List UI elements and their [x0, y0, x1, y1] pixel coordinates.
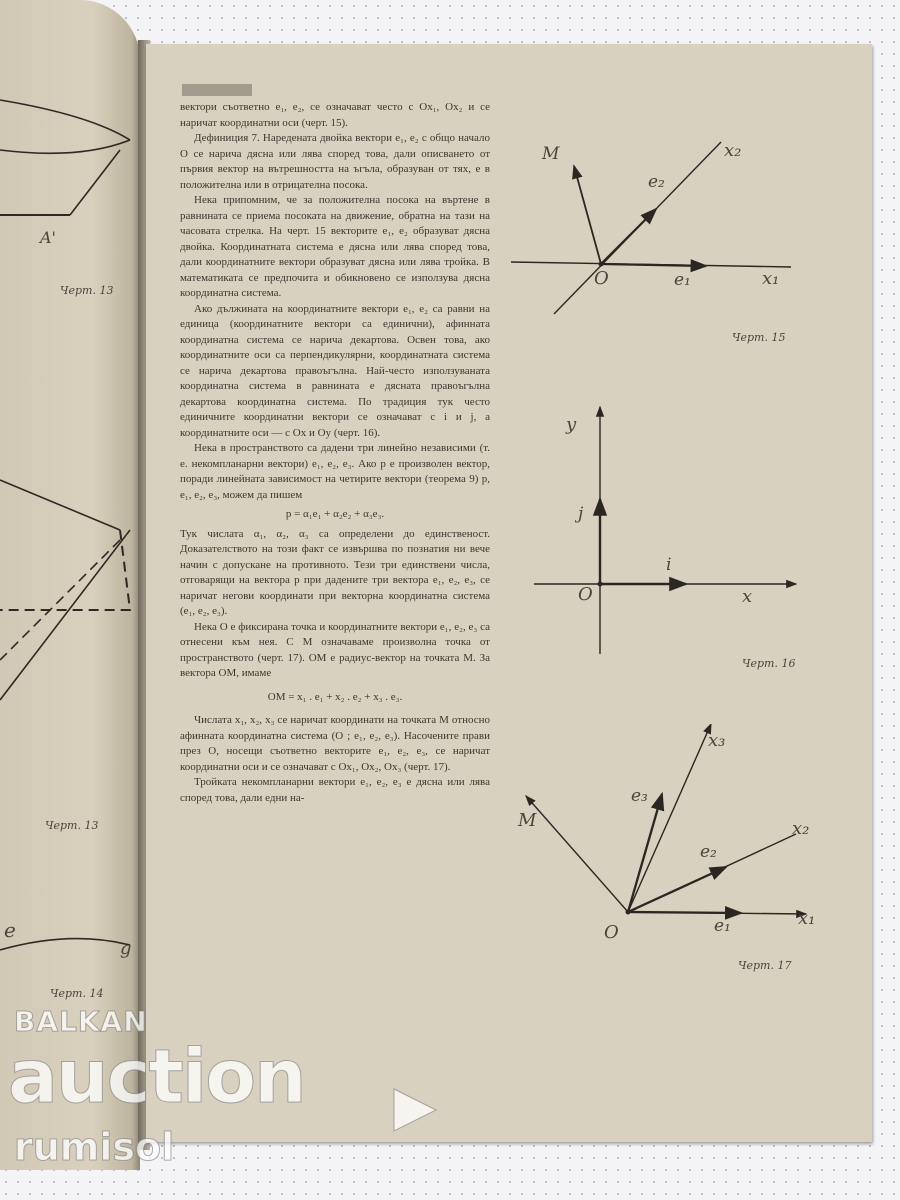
formula-p: p = α₁e₁ + α₂e₂ + α₃e₃.: [285, 508, 385, 520]
watermark-play-icon: [390, 1085, 440, 1135]
figure-17-diagram: [516, 724, 816, 924]
left-caption-3: Черт. 14: [50, 987, 104, 1000]
left-caption-2: Черт. 13: [45, 819, 99, 832]
fig17-label-x2: x₂: [792, 818, 810, 839]
fig15-caption: Черт. 15: [732, 331, 786, 344]
formula-om: OM = x₁ . e₁ + x₂ . e₂ + x₃ . e₃.: [267, 690, 403, 703]
fig17-label-e3: e₃: [631, 786, 648, 806]
fig17-label-m: M: [518, 810, 537, 831]
label-a-prime: A': [40, 228, 56, 247]
fig16-label-j: j: [578, 504, 584, 524]
fig15-label-m: M: [542, 144, 560, 164]
paragraph: Тройката некомпланарни вектори e₁, e₂, e₃ е дясна или лява според това, дали едни на-: [180, 776, 490, 804]
fig16-label-i: i: [666, 555, 672, 575]
fig17-label-o: O: [604, 922, 619, 943]
paragraph: Ако дължината на координатните вектори e₁, e₂ са равни на единица (координатните вектори са единични), афинната координатна система се нарича декартова. Освен това, ако координатните оси са перпендикулярни, координатната система се нарича декартова правоъгълна. Най-често използуваната координатна система в равнината е дясната правоъгълна декартова координатна система. По традиция тук често единичните координатни вектори се означават с i и j, а координатните оси — с Ox и Oy (черт. 16).: [180, 302, 490, 439]
fig17-label-x3: x₃: [708, 730, 726, 751]
watermark-auction: auction: [8, 1034, 305, 1120]
fig16-label-x: x: [742, 586, 753, 607]
figure-16-diagram: [526, 399, 806, 659]
left-caption-1: Черт. 13: [60, 284, 114, 297]
left-page: [0, 0, 140, 1170]
watermark-balkan: BALKAN: [14, 1005, 148, 1038]
paragraph: вектори съответно e₁, e₂, се означават често с Ox₁, Ox₂ и се наричат координатни оси (черт. 15).: [180, 101, 490, 129]
header-ornament: [182, 84, 252, 96]
paragraph: Нека в пространството са дадени три линейно независими (т. е. некомпланарни вектори) e₁, e₂, e₃. Ако p е произволен вектор, поради линейната зависимост на четирите вектори (теорема 9) p, e₁, e₂, e₃, можем да пишем: [180, 442, 490, 501]
label-e: e: [4, 918, 16, 942]
label-g: g: [120, 938, 132, 959]
paragraph: Тук числата α₁, α₂, α₃ са определени до единственост. Доказателството на този факт се извършва по познатия ни вече начин с допускане на противното. Тези три единствени числа, отговарящи на вектора p при дадените три вектора e₁, e₂, e₃, се наричат негови координати при векторна координатна система (e₁, e₂, e₃).: [180, 527, 490, 617]
text-column: [180, 100, 490, 806]
fig15-label-e1: e₁: [674, 270, 691, 290]
fig16-caption: Черт. 16: [742, 657, 796, 670]
fig15-label-e2: e₂: [648, 172, 665, 192]
fig17-label-x1: x₁: [798, 908, 816, 929]
figure-15-diagram: [506, 134, 806, 334]
fig16-label-o: O: [578, 584, 593, 605]
fig15-label-x2: x₂: [724, 140, 742, 161]
paragraph: Нека O е фиксирана точка и координатните вектори e₁, e₂, e₃ са отнесени към нея. С M означаваме произволна точка от пространството (черт. 17). OM е радиус-вектор на точката M. За вектора OM, имаме: [180, 620, 490, 679]
paragraph-definition-7: Дефиниция 7. Наредената двойка вектори e₁, e₂ с общо начало O се нарича дясна или лява според това, дали описването от първия вектор на вътрешността на ъгъла, образуван от тях, е в положителна или в отрицателна посока.: [180, 132, 490, 191]
right-page: [146, 44, 872, 1142]
watermark-rumisol: rumisol: [14, 1125, 175, 1169]
fig15-label-x1: x₁: [762, 268, 780, 289]
paragraph: Нека припомним, че за положителна посока на въртене в равнината се приема посоката на движение, обратна на тази на часовата стрелка. На черт. 15 векторите e₁, e₂ образуват дясна двойка. Координатната система е дясна или лява според това, дали координатните вектори образуват дясна или лява тройка. В математиката се предпочита и обикновено се използува дясна координатна система.: [180, 194, 490, 299]
paragraph: Числата x₁, x₂, x₃ се наричат координати на точката M относно афинната координатна система (O ; e₁, e₂, e₃). Насочените прави през O, носещи съответно векторите e₁, e₂, e₃, се наричат координатни оси и се означават с Ox₁, Ox₂, Ox₃ (черт. 17).: [180, 714, 490, 773]
fig17-label-e1: e₁: [714, 916, 731, 936]
fig15-label-o: O: [594, 268, 609, 289]
fig16-label-y: y: [566, 414, 577, 435]
fig17-caption: Черт. 17: [738, 959, 792, 972]
fig17-label-e2: e₂: [700, 842, 717, 862]
